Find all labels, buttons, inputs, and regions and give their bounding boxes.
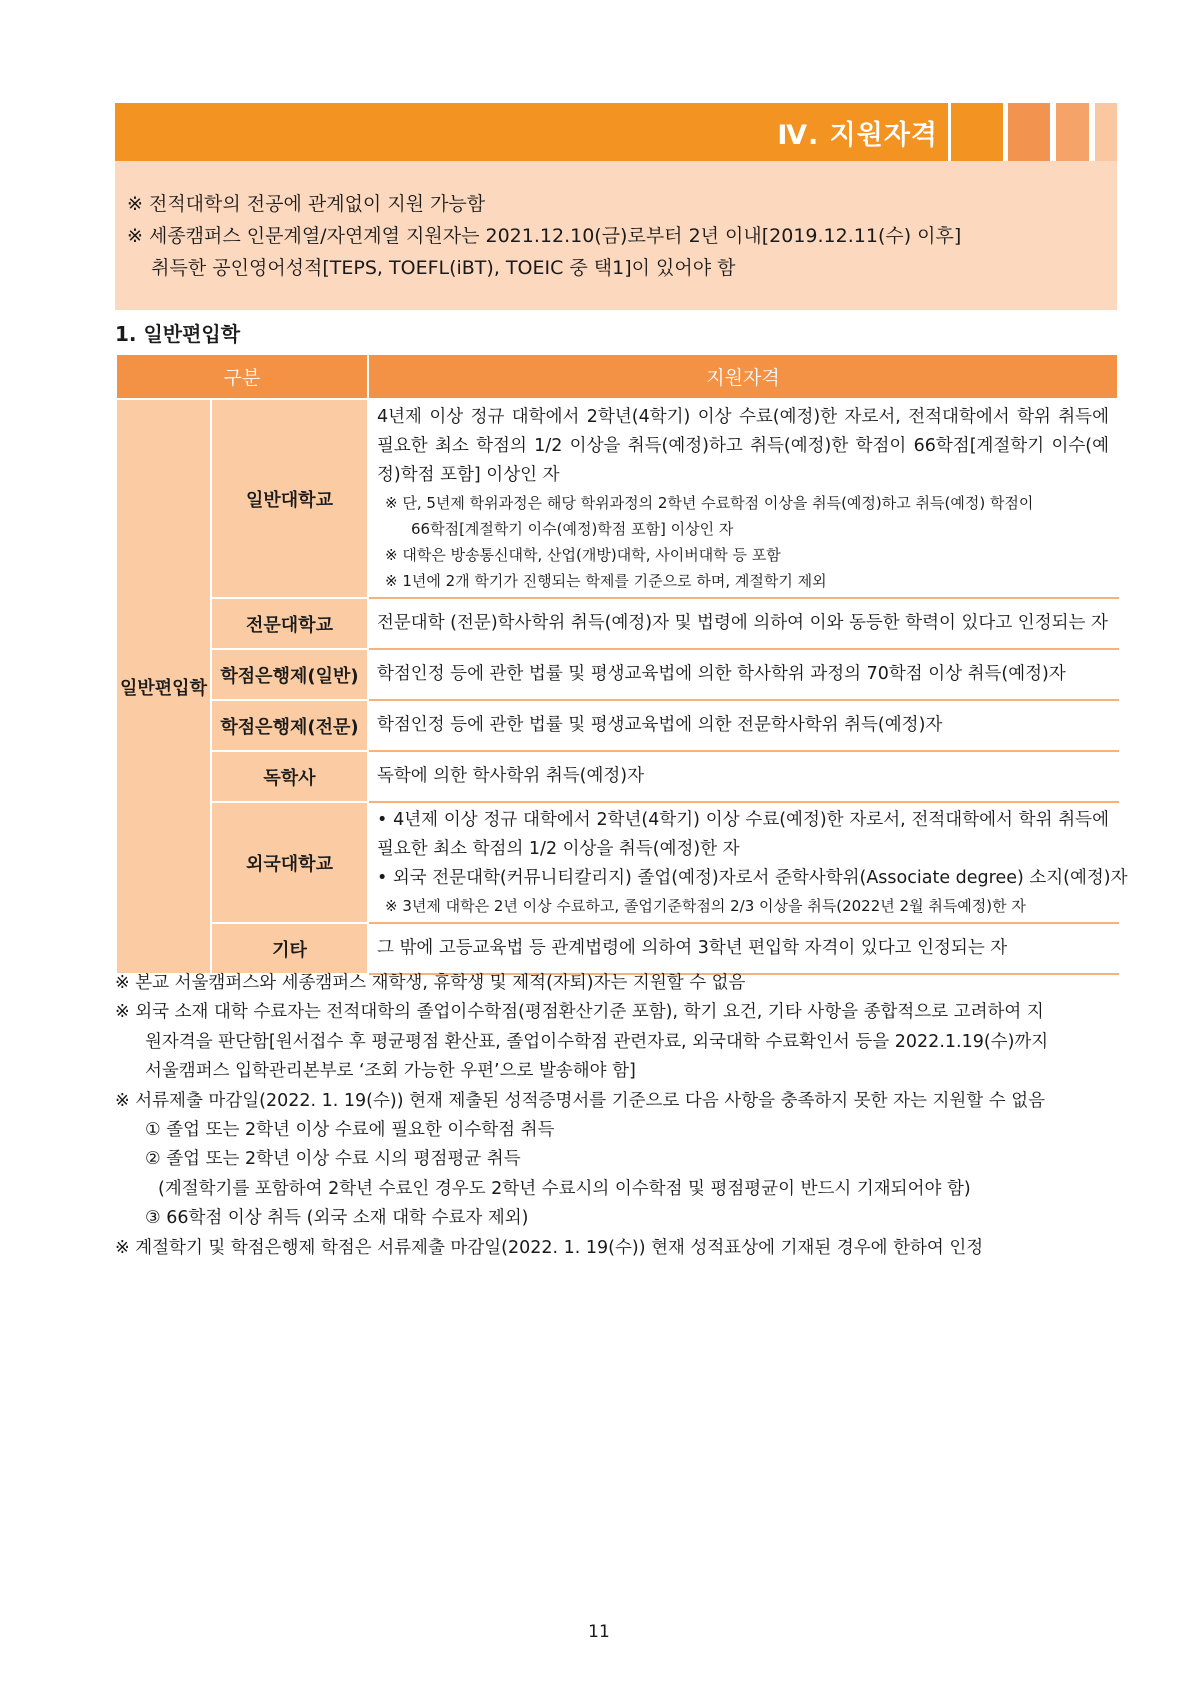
table-row: [116, 598, 1118, 649]
description-text: 그 밖에 고등교육법 등 관계법령에 의하여 3학년 편입학 자격이 있다고 인정되는 자: [377, 938, 1008, 958]
description-note: ※ 대학은 방송통신대학, 산업(개방)대학, 사이버대학 등 포함: [385, 546, 781, 564]
notice-line: ※ 전적대학의 전공에 관계없이 지원 가능함: [127, 193, 486, 215]
description-note: ※ 3년제 대학은 2년 이상 수료하고, 졸업기준학점의 2/3 이상을 취득(2022년 2월 취득예정)한 자: [385, 897, 1026, 915]
footer-notes: [115, 969, 1120, 1263]
notice-box: [115, 161, 1117, 310]
description-cell: [368, 399, 1118, 598]
footer-sub-item-continued: (계절학기를 포함하여 2학년 수료인 경우도 2학년 수료시의 이수학점 및 평점평균이 반드시 기재되어야 함): [158, 1178, 971, 1199]
footer-sub-item: ① 졸업 또는 2학년 이상 수료에 필요한 이수학점 취득: [145, 1120, 555, 1141]
qualification-table: [115, 353, 1128, 975]
page-number: 11: [588, 1622, 610, 1642]
footer-note-continued: 원자격을 판단함[원서접수 후 평균평점 환산표, 졸업이수학점 관련자료, 외국대학 수료확인서 등을 2022.1.19(수)까지: [145, 1031, 1049, 1052]
header-deco-block-1: [951, 103, 1003, 161]
description-text: 학점인정 등에 관한 법률 및 평생교육법에 의한 전문학사학위 취득(예정)자: [377, 715, 943, 735]
description-cell: [368, 802, 1128, 923]
category-cell: 학점은행제(전문): [211, 700, 368, 751]
category-cell: 일반대학교: [211, 399, 368, 598]
category-cell: 외국대학교: [211, 802, 368, 923]
footer-sub-item: ② 졸업 또는 2학년 이상 수료 시의 평점평균 취득: [145, 1149, 521, 1170]
table-row: [116, 802, 1118, 923]
section-title: 1. 일반편입학: [115, 322, 241, 346]
footer-note: ※ 본교 서울캠퍼스와 세종캠퍼스 재학생, 휴학생 및 제적(자퇴)자는 지원할 수 없음: [115, 973, 746, 993]
footer-note-continued: 서울캠퍼스 입학관리본부로 ‘조회 가능한 우편’으로 발송해야 함]: [145, 1061, 636, 1082]
description-text: 학점인정 등에 관한 법률 및 평생교육법에 의한 학사학위 과정의 70학점 이상 취득(예정)자: [377, 664, 1066, 684]
footer-note: ※ 서류제출 마감일(2022. 1. 19(수)) 현재 제출된 성적증명서를 기준으로 다음 사항을 충족하지 못한 자는 지원할 수 없음: [115, 1090, 1046, 1111]
description-bullet: • 4년제 이상 정규 대학에서 2학년(4학기) 이상 수료(예정)한 자로서, 전적대학에서 학위 취득에 필요한 최소 학점의 1/2 이상을 취득(예정)한 자: [377, 810, 1109, 859]
description-text: 전문대학 (전문)학사학위 취득(예정)자 및 법령에 의하여 이와 동등한 학력이 있다고 인정되는 자: [377, 613, 1108, 633]
description-bullet: • 외국 전문대학(커뮤니티칼리지) 졸업(예정)자로서 준학사학위(Associate degree) 소지(예정)자: [377, 868, 1128, 888]
footer-note: ※ 외국 소재 대학 수료자는 전적대학의 졸업이수학점(평점환산기준 포함), 학기 요건, 기타 사항을 종합적으로 고려하여 지: [115, 1002, 1044, 1023]
section-header-bar: [115, 103, 948, 161]
table-row: [116, 923, 1118, 974]
header-deco-block-4: [1095, 103, 1117, 161]
description-note: 66학점[계절학기 이수(예정)학점 포함] 이상인 자: [411, 520, 734, 538]
description-cell: [368, 751, 1118, 802]
header-qualification: 지원자격: [368, 354, 1118, 399]
notice-line: ※ 세종캠퍼스 인문계열/자연계열 지원자는 2021.12.10(금)로부터 2년 이내[2019.12.11(수) 이후]: [127, 225, 962, 247]
description-text: 4년제 이상 정규 대학에서 2학년(4학기) 이상 수료(예정)한 자로서, 전적대학에서 학위 취득에 필요한 최소 학점의 1/2 이상을 취득(예정)하고 취득(예정)한 학점이 66학점[계절학기 이수(예정)학점 포함] 이상인 자: [377, 407, 1109, 485]
description-text: 독학에 의한 학사학위 취득(예정)자: [377, 766, 645, 786]
section-header-title: Ⅳ. 지원자격: [777, 119, 938, 151]
footer-note: ※ 계절학기 및 학점은행제 학점은 서류제출 마감일(2022. 1. 19(수)) 현재 성적표상에 기재된 경우에 한하여 인정: [115, 1237, 984, 1258]
header-deco-block-3: [1056, 103, 1089, 161]
description-cell: [368, 649, 1118, 700]
table-row: [116, 700, 1118, 751]
footer-sub-item: ③ 66학점 이상 취득 (외국 소재 대학 수료자 제외): [145, 1208, 529, 1229]
header-deco-block-2: [1008, 103, 1050, 161]
main-category-cell: 일반편입학: [116, 399, 211, 974]
notice-line: 취득한 공인영어성적[TEPS, TOEFL(iBT), TOEIC 중 택1]이 있어야 함: [127, 257, 736, 279]
description-cell: [368, 700, 1118, 751]
table-row: [116, 399, 1118, 598]
description-cell: [368, 923, 1118, 974]
category-cell: 기타: [211, 923, 368, 974]
description-note: ※ 1년에 2개 학기가 진행되는 학제를 기준으로 하며, 계절학기 제외: [385, 572, 827, 590]
table-header-row: [116, 354, 1118, 399]
category-cell: 학점은행제(일반): [211, 649, 368, 700]
description-cell: [368, 598, 1118, 649]
table-row: [116, 649, 1118, 700]
table-row: [116, 751, 1118, 802]
category-cell: 전문대학교: [211, 598, 368, 649]
description-note: ※ 단, 5년제 학위과정은 해당 학위과정의 2학년 수료학점 이상을 취득(예정)하고 취득(예정) 학점이: [385, 494, 1034, 512]
header-category: 구분: [116, 354, 368, 399]
category-cell: 독학사: [211, 751, 368, 802]
